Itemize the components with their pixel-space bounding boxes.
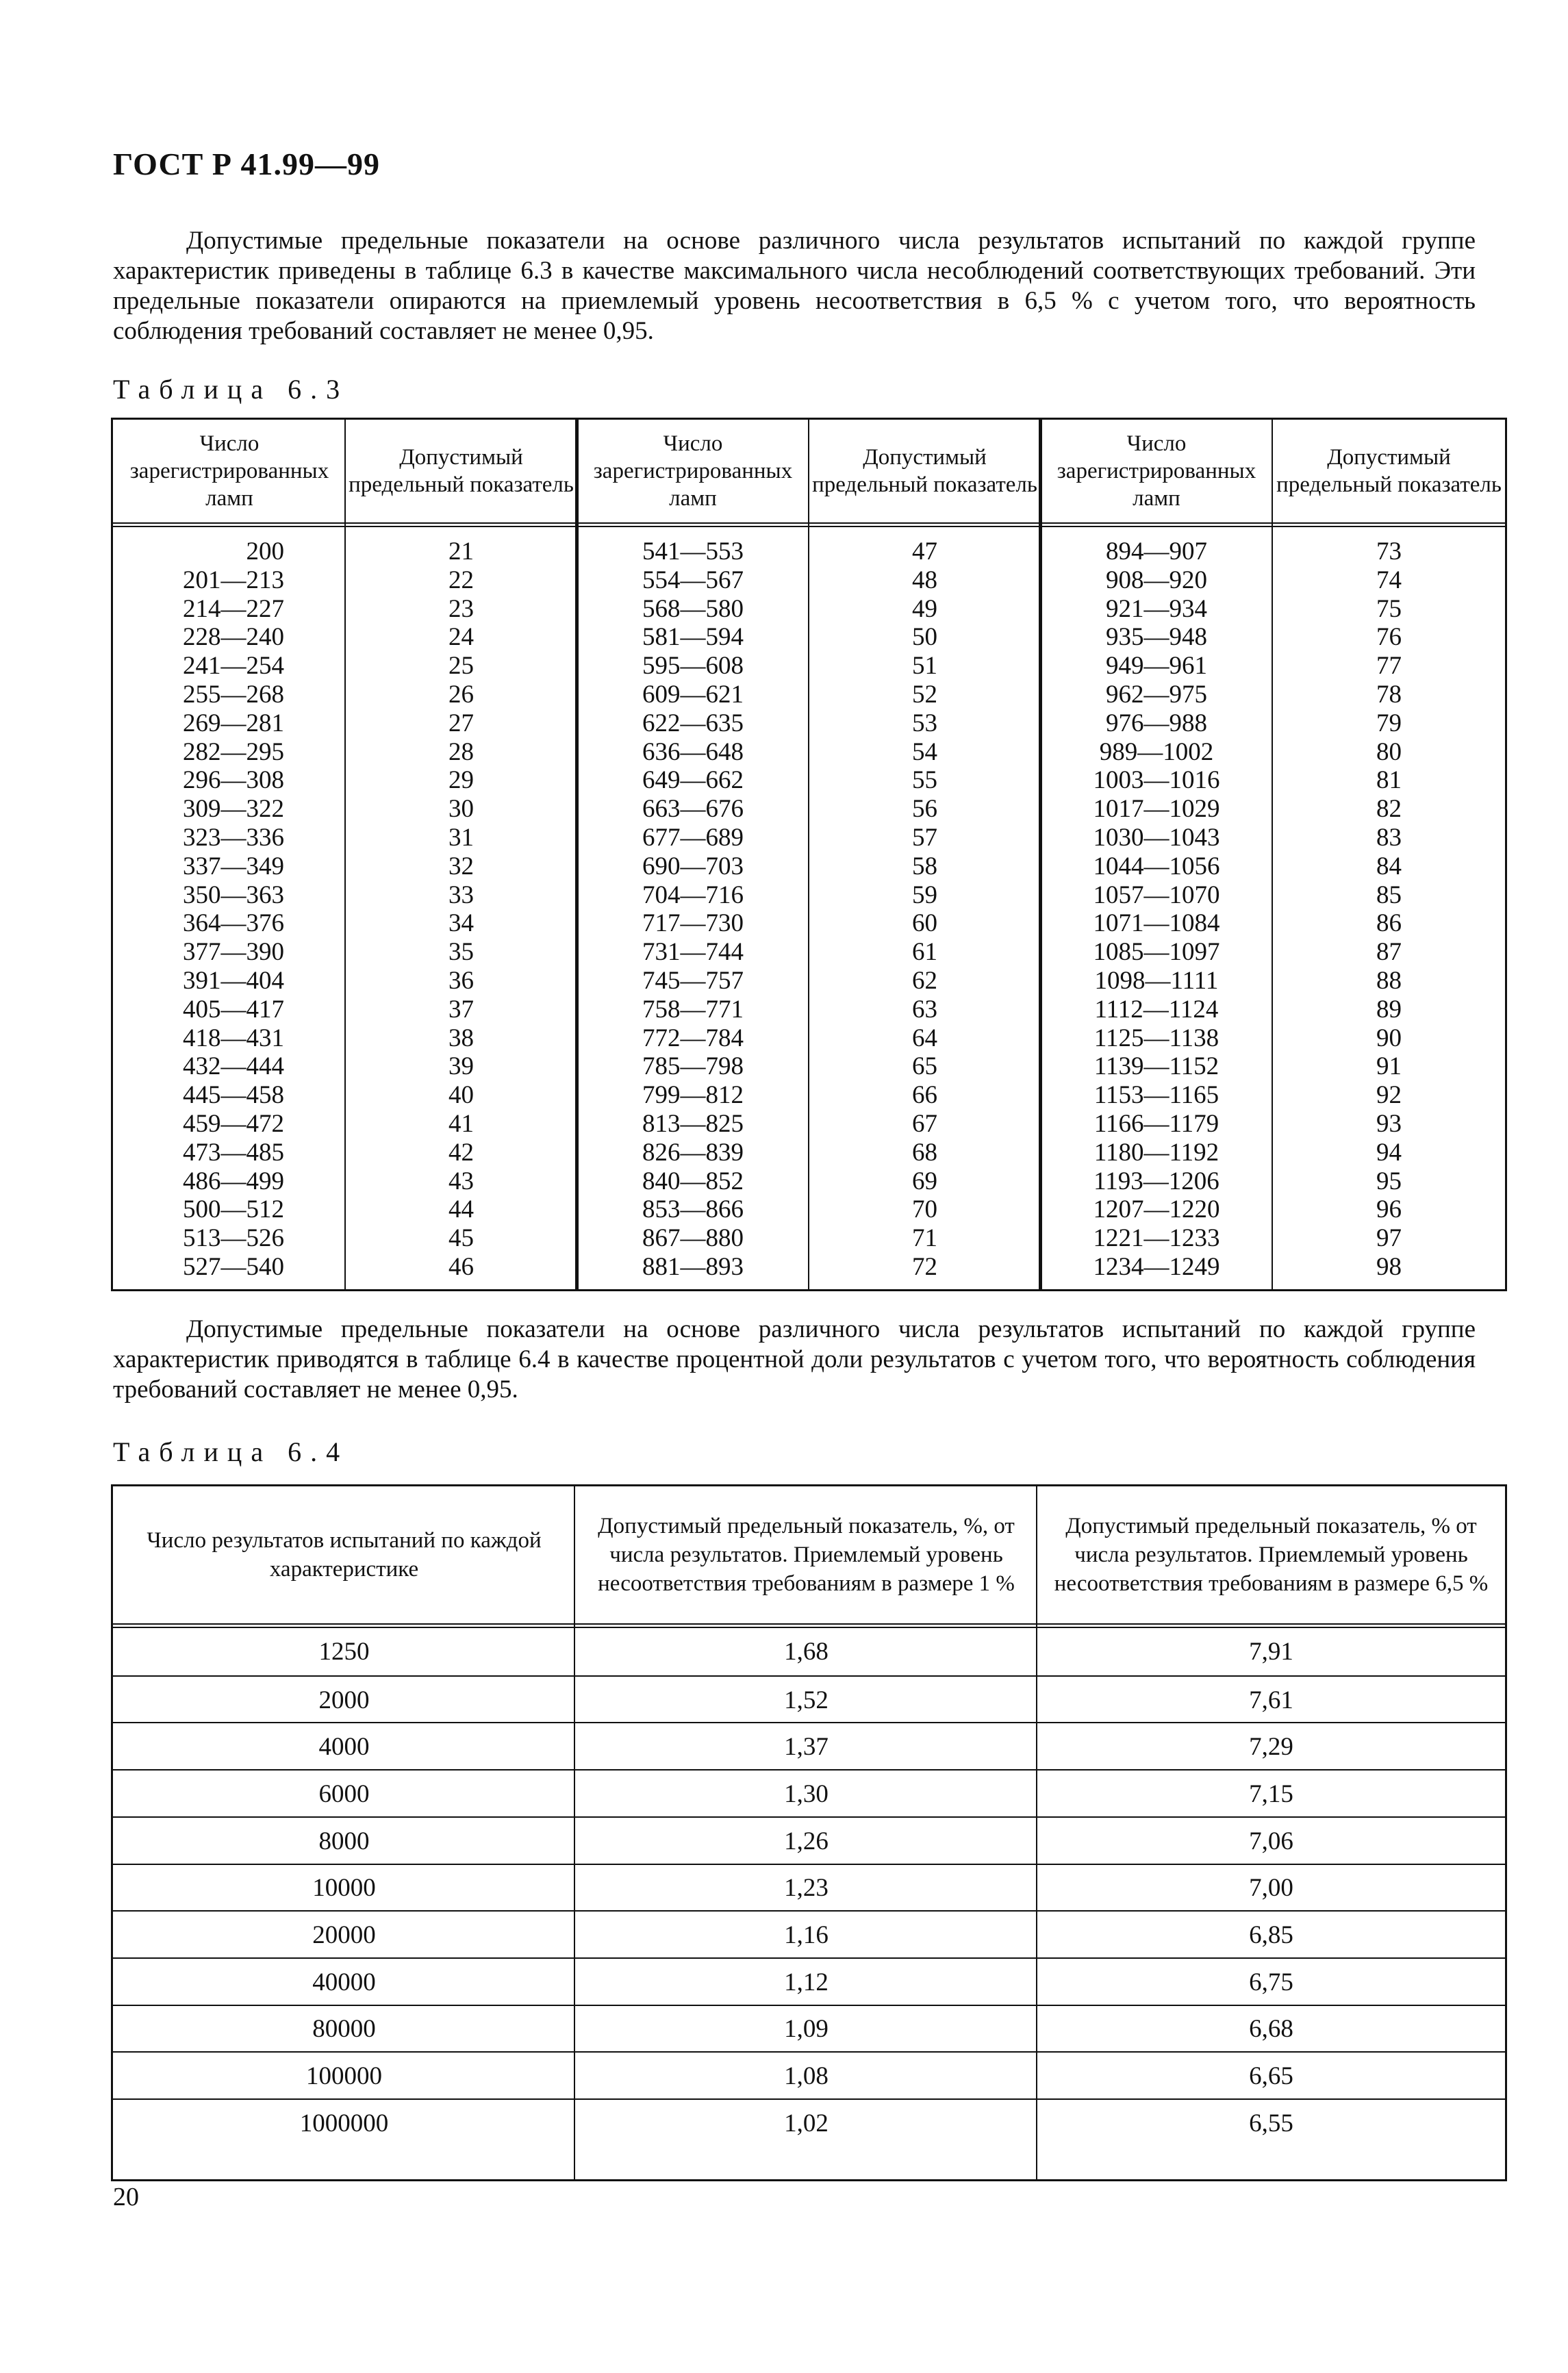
table-cell: 80000 — [312, 2015, 376, 2044]
table-cell: 745—757 — [642, 966, 744, 995]
lamp-count-column-3 — [1040, 537, 1273, 1282]
table-cell: 541—553 — [642, 537, 744, 566]
table-cell: 91 — [1376, 1052, 1402, 1081]
table-cell: 74 — [1376, 566, 1402, 594]
header-lamp-count-1: Число зарегистрированных ламп — [129, 431, 329, 511]
table-cell: 89 — [1376, 995, 1402, 1024]
table-cell: 97 — [1376, 1224, 1402, 1253]
table-cell: 56 — [912, 795, 937, 824]
table-row — [113, 1628, 1505, 1675]
table-cell: 1,09 — [784, 2015, 829, 2044]
table-cell: 949—961 — [1106, 652, 1207, 681]
table-cell: 22 — [448, 566, 474, 594]
table-cell: 83 — [1376, 823, 1402, 852]
table-cell: 663—676 — [642, 795, 744, 824]
table-cell: 704—716 — [642, 880, 744, 909]
table-cell: 921—934 — [1106, 594, 1207, 623]
table-cell: 201—213 — [183, 566, 284, 594]
table-cell: 87 — [1376, 938, 1402, 967]
table-cell: 894—907 — [1106, 537, 1207, 566]
table-cell: 50 — [912, 623, 937, 652]
table-cell: 63 — [912, 995, 937, 1024]
table-cell: 1234—1249 — [1093, 1252, 1220, 1281]
table-cell: 47 — [912, 537, 937, 566]
table-cell: 98 — [1376, 1252, 1402, 1281]
table-cell: 34 — [448, 909, 474, 938]
header-limit-6-5-percent: Допустимый предельный показатель, % от числа результатов. Приемлемый уровень несоответствия требованиям в размере 6,5 % — [1054, 1514, 1489, 1596]
table-row — [113, 1816, 1505, 1865]
limit-column-3 — [1273, 537, 1505, 1282]
header-lamp-count-3: Число зарегистрированных ламп — [1057, 431, 1256, 511]
table-cell: 21 — [448, 537, 474, 566]
table-cell: 6,65 — [1249, 2062, 1293, 2091]
table-cell: 1017—1029 — [1093, 795, 1220, 824]
table-cell: 2000 — [318, 1686, 370, 1714]
table-cell: 228—240 — [183, 623, 284, 652]
table-cell: 6,55 — [1249, 2109, 1293, 2137]
table-cell: 55 — [912, 766, 937, 795]
table-cell: 554—567 — [642, 566, 744, 594]
table-cell: 595—608 — [642, 652, 744, 681]
table-cell: 1207—1220 — [1093, 1195, 1220, 1224]
table-cell: 80 — [1376, 737, 1402, 766]
table-cell: 6000 — [318, 1779, 370, 1808]
header-limit-2: Допустимый предельный показатель — [812, 445, 1037, 497]
table-cell: 1098—1111 — [1094, 966, 1219, 995]
page-number: 20 — [113, 2183, 139, 2211]
table-cell: 59 — [912, 880, 937, 909]
table-cell: 1166—1179 — [1093, 1109, 1219, 1138]
limit-column-1 — [346, 537, 577, 1282]
table-cell: 677—689 — [642, 823, 744, 852]
table-cell: 8000 — [318, 1827, 370, 1855]
table-cell: 1,16 — [784, 1921, 829, 1950]
table-cell: 43 — [448, 1167, 474, 1195]
table-cell: 31 — [448, 823, 474, 852]
table-cell: 24 — [448, 623, 474, 652]
table-cell: 1139—1152 — [1093, 1052, 1219, 1081]
table-cell: 36 — [448, 966, 474, 995]
table-cell: 527—540 — [183, 1252, 284, 1281]
table-cell: 1,08 — [784, 2062, 829, 2091]
table-cell: 581—594 — [642, 623, 744, 652]
table-cell: 200 — [246, 537, 284, 566]
table-cell: 840—852 — [642, 1167, 744, 1195]
header-limit-1-percent: Допустимый предельный показатель, %, от числа результатов. Приемлемый уровень несоответствия требованиям в размере 1 % — [598, 1514, 1015, 1596]
table-cell: 813—825 — [642, 1109, 744, 1138]
table-cell: 568—580 — [642, 594, 744, 623]
table-cell: 350—363 — [183, 880, 284, 909]
table-cell: 72 — [912, 1252, 937, 1281]
table-row — [113, 1769, 1505, 1818]
table-cell: 54 — [912, 737, 937, 766]
table-cell: 67 — [912, 1109, 937, 1138]
table-cell: 1000000 — [299, 2109, 389, 2137]
table-cell: 1,37 — [784, 1733, 829, 1762]
table-cell: 33 — [448, 880, 474, 909]
table-cell: 513—526 — [183, 1224, 284, 1253]
table-cell: 337—349 — [183, 852, 284, 880]
table-cell: 62 — [912, 966, 937, 995]
table-cell: 881—893 — [642, 1252, 744, 1281]
table-cell: 66 — [912, 1081, 937, 1110]
table-row — [113, 2005, 1505, 2053]
header-lamp-count-2: Число зарегистрированных ламп — [593, 431, 793, 511]
table-cell: 28 — [448, 737, 474, 766]
table-cell: 73 — [1376, 537, 1402, 566]
table-cell: 25 — [448, 652, 474, 681]
table-cell: 282—295 — [183, 737, 284, 766]
table-cell: 53 — [912, 709, 937, 737]
table-cell: 6,75 — [1249, 1968, 1293, 1996]
table-row — [113, 2051, 1505, 2100]
table-row — [113, 1675, 1505, 1724]
table-cell: 799—812 — [642, 1081, 744, 1110]
limit-column-2 — [809, 537, 1040, 1282]
table-cell: 39 — [448, 1052, 474, 1081]
table-cell: 7,06 — [1249, 1827, 1293, 1855]
table-cell: 432—444 — [183, 1052, 284, 1081]
table-cell: 1030—1043 — [1093, 823, 1220, 852]
table-cell: 38 — [448, 1024, 474, 1052]
table-cell: 7,15 — [1249, 1779, 1293, 1808]
table-cell: 1057—1070 — [1093, 880, 1220, 909]
table-cell: 1125—1138 — [1093, 1024, 1219, 1052]
table-cell: 269—281 — [183, 709, 284, 737]
table-cell: 785—798 — [642, 1052, 744, 1081]
header-test-count: Число результатов испытаний по каждой характеристике — [147, 1528, 542, 1582]
table-cell: 323—336 — [183, 823, 284, 852]
table-cell: 1,12 — [784, 1968, 829, 1996]
table-cell: 100000 — [306, 2062, 382, 2091]
table-cell: 48 — [912, 566, 937, 594]
table-row — [113, 1957, 1505, 2006]
table-cell: 7,00 — [1249, 1874, 1293, 1903]
table-cell: 609—621 — [642, 680, 744, 709]
table-6-3 — [111, 418, 1507, 1291]
table-cell: 1180—1192 — [1093, 1138, 1219, 1167]
table-cell: 10000 — [312, 1874, 376, 1903]
table-cell: 214—227 — [183, 594, 284, 623]
table-cell: 26 — [448, 680, 474, 709]
table-cell: 85 — [1376, 880, 1402, 909]
table-cell: 57 — [912, 823, 937, 852]
table-cell: 81 — [1376, 766, 1402, 795]
table-cell: 1153—1165 — [1093, 1081, 1219, 1110]
table-cell: 1085—1097 — [1093, 938, 1220, 967]
table-cell: 41 — [448, 1109, 474, 1138]
table-cell: 45 — [448, 1224, 474, 1253]
table-cell: 32 — [448, 852, 474, 880]
table-cell: 71 — [912, 1224, 937, 1253]
table-cell: 717—730 — [642, 909, 744, 938]
table-6-3-caption: Таблица 6.3 — [113, 374, 349, 405]
table-cell: 76 — [1376, 623, 1402, 652]
table-cell: 23 — [448, 594, 474, 623]
table-row — [113, 1864, 1505, 1912]
table-cell: 94 — [1376, 1138, 1402, 1167]
table-6-4 — [111, 1484, 1507, 2181]
table-cell: 52 — [912, 680, 937, 709]
table-cell: 1112—1124 — [1094, 995, 1219, 1024]
table-cell: 1,23 — [784, 1874, 829, 1903]
second-paragraph: Допустимые предельные показатели на основе различного числа результатов испытаний по каждой группе характеристик приводятся в таблице 6.4 в качестве процентной доли результатов с учетом того, что вероятность соблюдения требований составляет не менее 0,95. — [113, 1315, 1476, 1404]
header-double-rule — [113, 1623, 1505, 1628]
table-cell: 75 — [1376, 594, 1402, 623]
table-cell: 364—376 — [183, 909, 284, 938]
table-cell: 1250 — [318, 1637, 370, 1666]
table-cell: 853—866 — [642, 1195, 744, 1224]
table-cell: 649—662 — [642, 766, 744, 795]
table-cell: 84 — [1376, 852, 1402, 880]
table-cell: 93 — [1376, 1109, 1402, 1138]
table-cell: 500—512 — [183, 1195, 284, 1224]
table-cell: 1221—1233 — [1093, 1224, 1220, 1253]
table-cell: 95 — [1376, 1167, 1402, 1195]
table-cell: 867—880 — [642, 1224, 744, 1253]
table-cell: 7,91 — [1249, 1637, 1293, 1666]
table-cell: 69 — [912, 1167, 937, 1195]
table-cell: 82 — [1376, 795, 1402, 824]
table-cell: 731—744 — [642, 938, 744, 967]
table-cell: 1,26 — [784, 1827, 829, 1855]
table-cell: 61 — [912, 938, 937, 967]
table-cell: 989—1002 — [1099, 737, 1214, 766]
table-cell: 1,68 — [784, 1637, 829, 1666]
table-cell: 49 — [912, 594, 937, 623]
table-cell: 58 — [912, 852, 937, 880]
table-cell: 51 — [912, 652, 937, 681]
table-cell: 27 — [448, 709, 474, 737]
table-cell: 6,85 — [1249, 1921, 1293, 1950]
table-row — [113, 2098, 1505, 2147]
lamp-count-column-1 — [113, 537, 284, 1282]
table-cell: 40000 — [312, 1968, 376, 1996]
table-cell: 486—499 — [183, 1167, 284, 1195]
table-cell: 405—417 — [183, 995, 284, 1024]
table-cell: 622—635 — [642, 709, 744, 737]
table-cell: 88 — [1376, 966, 1402, 995]
table-cell: 636—648 — [642, 737, 744, 766]
table-cell: 20000 — [312, 1921, 376, 1950]
table-cell: 6,68 — [1249, 2015, 1293, 2044]
table-cell: 255—268 — [183, 680, 284, 709]
table-cell: 35 — [448, 938, 474, 967]
table-cell: 690—703 — [642, 852, 744, 880]
table-cell: 309—322 — [183, 795, 284, 824]
table-cell: 30 — [448, 795, 474, 824]
table-cell: 826—839 — [642, 1138, 744, 1167]
table-cell: 1,30 — [784, 1779, 829, 1808]
table-cell: 40 — [448, 1081, 474, 1110]
lamp-count-column-2 — [577, 537, 809, 1282]
table-cell: 296—308 — [183, 766, 284, 795]
table-cell: 241—254 — [183, 652, 284, 681]
header-limit-1: Допустимый предельный показатель — [349, 445, 574, 497]
table-cell: 44 — [448, 1195, 474, 1224]
table-cell: 7,61 — [1249, 1686, 1293, 1714]
table-cell: 92 — [1376, 1081, 1402, 1110]
table-cell: 65 — [912, 1052, 937, 1081]
table-cell: 90 — [1376, 1024, 1402, 1052]
table-cell: 962—975 — [1106, 680, 1207, 709]
table-cell: 377—390 — [183, 938, 284, 967]
table-cell: 459—472 — [183, 1109, 284, 1138]
table-cell: 42 — [448, 1138, 474, 1167]
table-cell: 79 — [1376, 709, 1402, 737]
table-cell: 60 — [912, 909, 937, 938]
table-cell: 935—948 — [1106, 623, 1207, 652]
table-cell: 445—458 — [183, 1081, 284, 1110]
table-cell: 1,02 — [784, 2109, 829, 2137]
table-cell: 7,29 — [1249, 1733, 1293, 1762]
table-6-4-caption: Таблица 6.4 — [113, 1436, 349, 1467]
table-cell: 418—431 — [183, 1024, 284, 1052]
table-cell: 391—404 — [183, 966, 284, 995]
table-cell: 473—485 — [183, 1138, 284, 1167]
table-row — [113, 1910, 1505, 1959]
table-cell: 1044—1056 — [1093, 852, 1220, 880]
intro-paragraph: Допустимые предельные показатели на основе различного числа результатов испытаний по каждой группе характеристик приведены в таблице 6.3 в качестве максимального числа несоблюдений соответствующих требований. Эти предельные показатели опираются на приемлемый уровень несоответствия в 6,5 % с учетом того, что вероятность соблюдения требований составляет не менее 0,95. — [113, 227, 1476, 345]
header-limit-3: Допустимый предельный показатель — [1276, 445, 1502, 497]
table-cell: 70 — [912, 1195, 937, 1224]
table-cell: 976—988 — [1106, 709, 1207, 737]
table-cell: 46 — [448, 1252, 474, 1281]
table-cell: 68 — [912, 1138, 937, 1167]
table-row — [113, 1722, 1505, 1771]
table-cell: 758—771 — [642, 995, 744, 1024]
table-cell: 1,52 — [784, 1686, 829, 1714]
table-cell: 29 — [448, 766, 474, 795]
table-cell: 772—784 — [642, 1024, 744, 1052]
table-cell: 1003—1016 — [1093, 766, 1220, 795]
document-title: ГОСТ Р 41.99—99 — [113, 147, 380, 181]
table-cell: 908—920 — [1106, 566, 1207, 594]
table-cell: 96 — [1376, 1195, 1402, 1224]
table-cell: 1071—1084 — [1093, 909, 1220, 938]
table-cell: 64 — [912, 1024, 937, 1052]
table-cell: 78 — [1376, 680, 1402, 709]
table-cell: 4000 — [318, 1733, 370, 1762]
table-cell: 77 — [1376, 652, 1402, 681]
table-cell: 86 — [1376, 909, 1402, 938]
table-cell: 1193—1206 — [1093, 1167, 1219, 1195]
table-cell: 37 — [448, 995, 474, 1024]
